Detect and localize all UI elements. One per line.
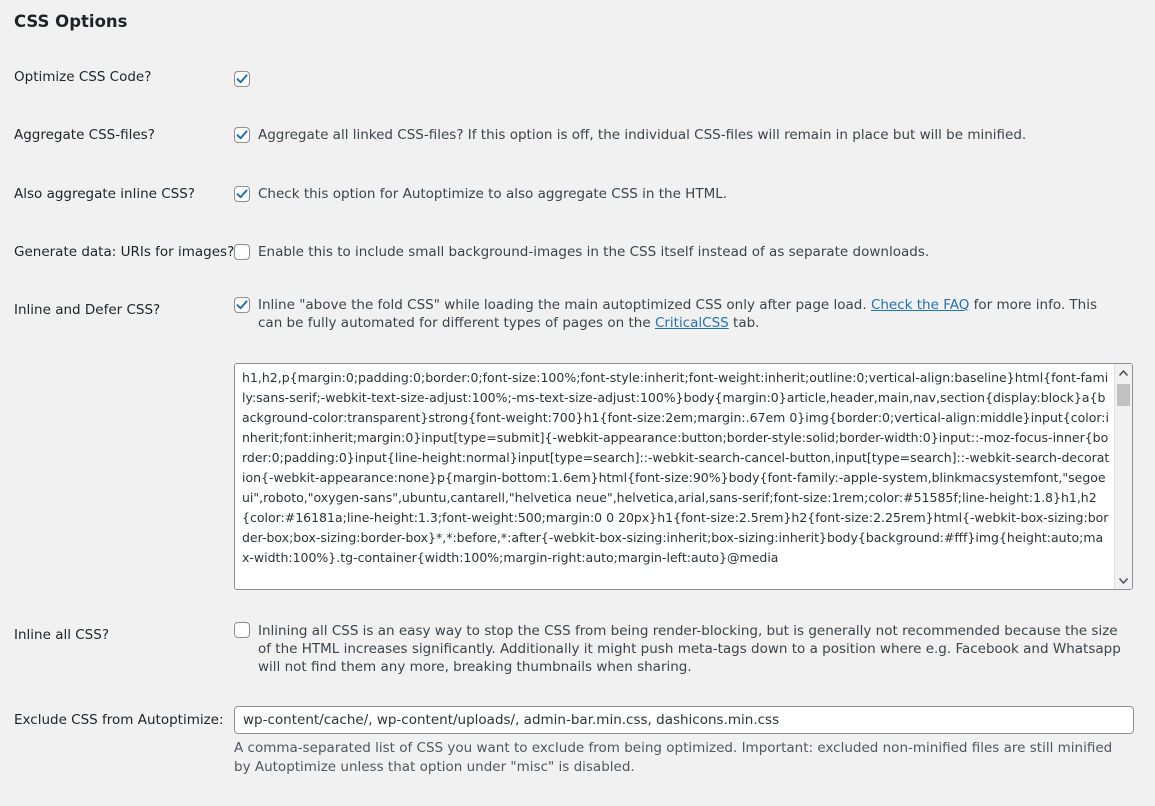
inline-defer-description [258,296,1118,332]
scroll-thumb[interactable] [1117,384,1130,406]
exclude-css-help: A comma-separated list of CSS you want to exclude from being optimized. Important: excluded non-minified files are still minified by Autoptimize unless that option under "misc" is disabled. [234,740,1113,775]
data-uris-description: Enable this to include small background-images in the CSS itself instead of as separate downloads. [258,244,930,260]
inline-defer-label: Inline and Defer CSS? [14,302,161,318]
aggregate-inline-checkbox[interactable] [234,186,250,202]
check-faq-link[interactable]: Check the FAQ [870,297,970,313]
aggregate-inline-description: Check this option for Autoptimize to also aggregate CSS in the HTML. [258,186,728,202]
checkmark-icon [235,298,249,312]
inline-defer-text-1: Inline "above the fold CSS" while loading the main autoptimized CSS only after page load. [258,297,867,313]
section-title: CSS Options [14,12,128,31]
critical-css-textarea[interactable] [234,363,1133,590]
optimize-css-checkbox[interactable] [234,71,250,87]
optimize-css-label: Optimize CSS Code? [14,69,152,85]
scroll-down-arrow-icon[interactable] [1115,572,1132,589]
checkmark-icon [235,187,249,201]
aggregate-css-label: Aggregate CSS-files? [14,127,155,143]
inline-defer-checkbox[interactable] [234,297,250,313]
exclude-css-input[interactable]: wp-content/cache/, wp-content/uploads/, admin-bar.min.css, dashicons.min.css [234,706,1134,734]
exclude-css-label: Exclude CSS from Autoptimize: [14,712,224,728]
inline-all-checkbox[interactable] [234,622,250,638]
data-uris-checkbox[interactable] [234,244,250,260]
aggregate-css-checkbox[interactable] [234,127,250,143]
checkmark-icon [235,128,249,142]
inline-defer-text-3: tab. [733,315,760,331]
scroll-up-arrow-icon[interactable] [1115,364,1132,381]
aggregate-inline-label: Also aggregate inline CSS? [14,186,195,202]
criticalcss-tab-link[interactable]: CriticalCSS [654,315,729,331]
inline-all-label: Inline all CSS? [14,627,109,643]
textarea-scrollbar[interactable] [1114,364,1132,589]
critical-css-value: h1,h2,p{margin:0;padding:0;border:0;font-size:100%;font-style:inherit;font-weight:inherit;outline:0;vertical-align:baseline}html{font-family:sans-serif;-webkit-text-size-adjust:100%;-ms-text-size-adjust:100%}body{margin:0}article,header,main,nav,section{display:block}a{background-color:transparent}strong{font-weight:700}h1{font-size:2em;margin:.67em 0}img{border:0;vertical-align:middle}input{color:inherit;font:inherit;margin:0}input[type=submit]{-webkit-appearance:button;border-style:solid;border-width:0}input::-moz-focus-inner{border:0;padding:0}input{line-height:normal}input[type=search]::-webkit-search-cancel-button,input[type=search]::-webkit-search-decoration{-webkit-appearance:none}p{margin-bottom:1.6em}html{font-size:90%}body{font-family:-apple-system,blinkmacsystemfont,"segoe ui",roboto,"oxygen-sans",ubuntu,cantarell,"helvetica neue",helvetica,arial,sans-serif;font-size:1rem;color:#51585f;line-height:1.8}h1,h2{color:#16181a;line-height:1.3;font-weight:500;margin:0 0 20px}h1{font-size:2.5rem}h2{font-size:2.25rem}html{-webkit-box-sizing:border-box;box-sizing:border-box}*,*:before,*:after{-webkit-box-sizing:inherit;box-sizing:inherit}body{background:#fff}img{height:auto;max-width:100%}.tg-container{width:100%;margin-right:auto;margin-left:auto}@media [242,370,1110,565]
data-uris-label: Generate data: URIs for images? [14,244,235,260]
inline-all-description: Inlining all CSS is an easy way to stop the CSS from being render-blocking, but is generally not recommended because the size of the HTML increases significantly. Additionally it might push meta-tags down to a position where e.g. Facebook and Whatsapp will not find them any more, breaking thumbnails when sharing. [258,623,1121,675]
aggregate-css-description: Aggregate all linked CSS-files? If this option is off, the individual CSS-files will remain in place but will be minified. [258,127,1027,143]
inline-defer-text-2: for more info. This can be fully automated for different types of pages on the [258,297,1098,331]
checkmark-icon [235,72,249,86]
